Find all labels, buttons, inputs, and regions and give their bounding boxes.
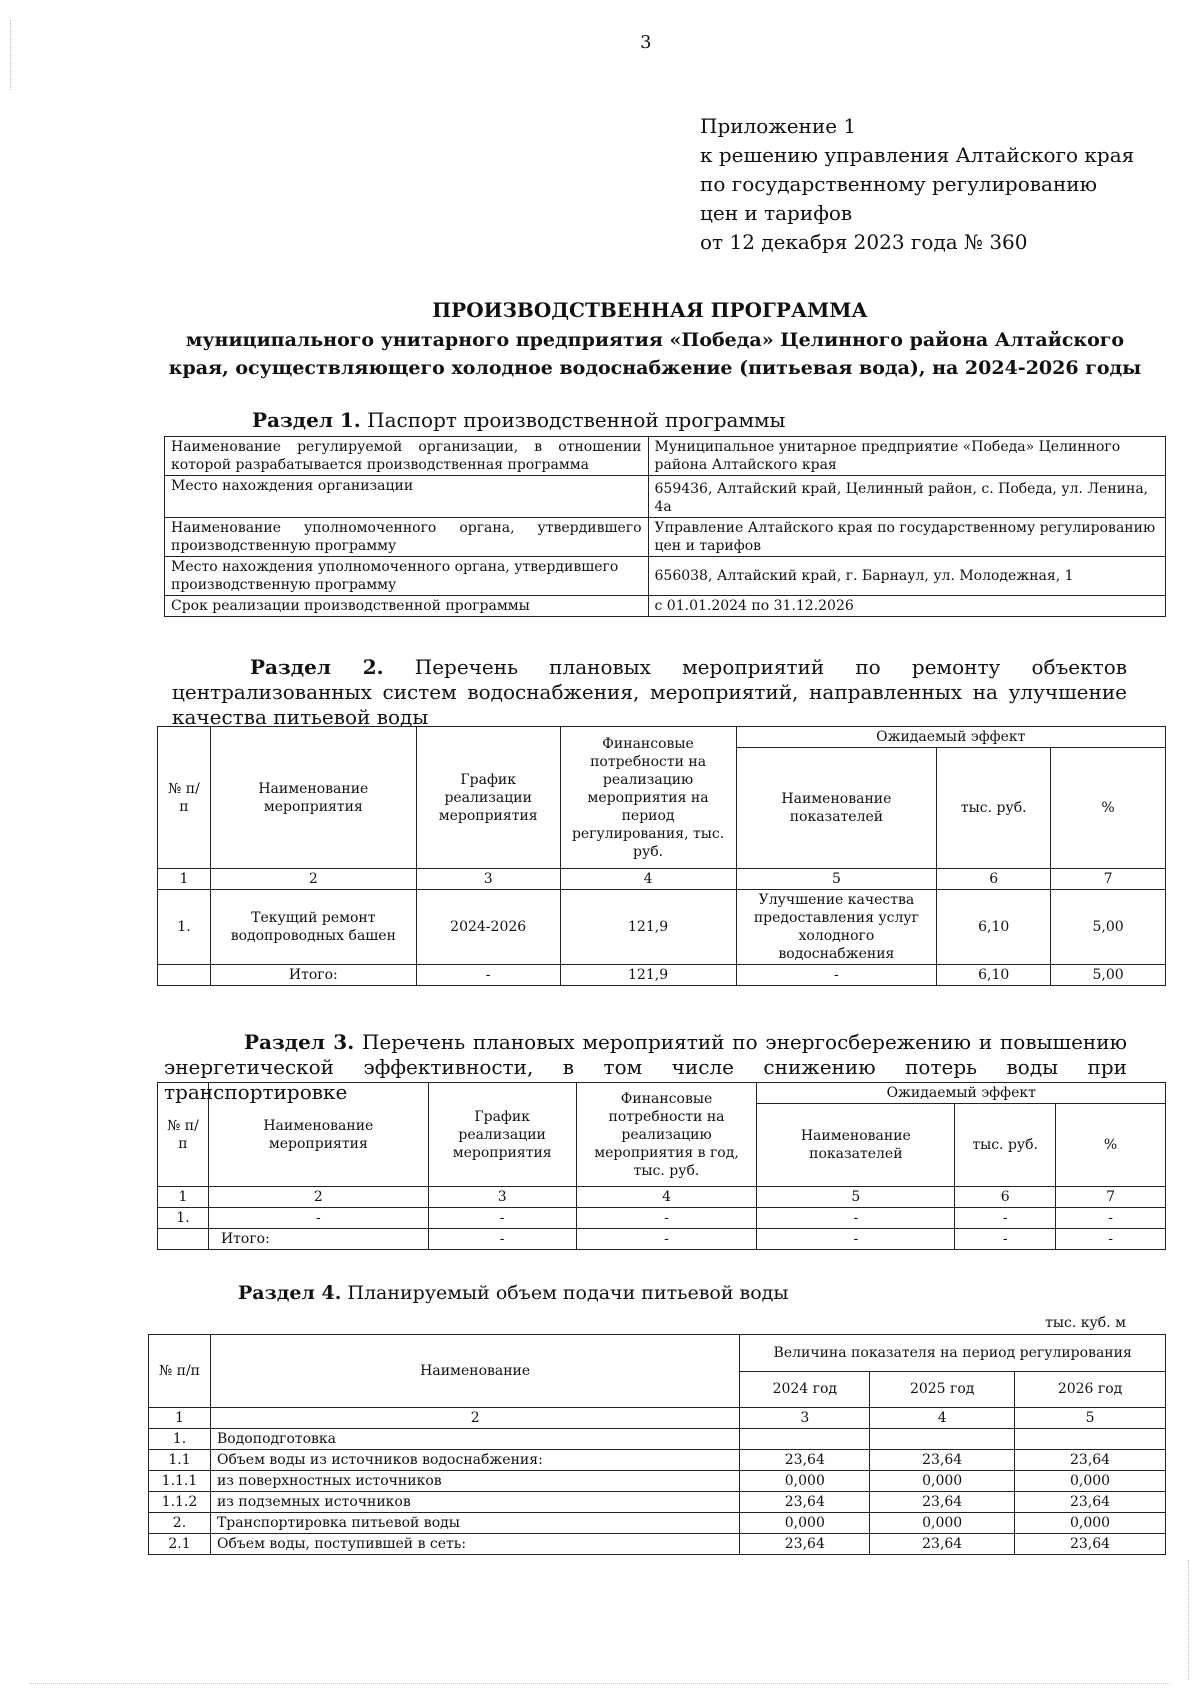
row-name: Транспортировка питьевой воды — [210, 1513, 739, 1534]
row-value: 0,000 — [1015, 1513, 1166, 1534]
col-number: 5 — [736, 869, 937, 890]
row-finance: 121,9 — [560, 890, 736, 965]
col-number: 4 — [560, 869, 736, 890]
section1-table — [164, 436, 1166, 617]
row-num: 1.1.1 — [149, 1471, 211, 1492]
row-name: Водоподготовка — [210, 1429, 739, 1450]
row-indicator: - — [757, 1208, 955, 1229]
row-value: 23,64 — [740, 1534, 870, 1555]
total-schedule: - — [428, 1229, 576, 1250]
col-number: 1 — [158, 869, 211, 890]
table-row — [158, 890, 1166, 965]
table-cell: Муниципальное унитарное предприятие «Победа» Целинного района Алтайского края — [648, 437, 1165, 476]
table-row — [149, 1513, 1166, 1534]
col-number: 2 — [210, 1408, 739, 1429]
header-rub: тыс. руб. — [937, 748, 1051, 869]
row-value: 23,64 — [870, 1450, 1015, 1471]
row-num: 1. — [158, 1208, 209, 1229]
header-schedule: График реализации мероприятия — [428, 1083, 576, 1187]
table-row — [149, 1450, 1166, 1471]
column-number-row — [158, 869, 1166, 890]
section2-table — [157, 726, 1166, 986]
total-row — [158, 965, 1166, 986]
section2-title: Перечень плановых мероприятий по ремонту объектов централизованных систем водоснабжения, мероприятий, направленных на улучшение качества питьевой воды — [172, 655, 1127, 729]
appendix-line: цен и тарифов — [700, 201, 853, 225]
table-cell: 659436, Алтайский край, Целинный район, с. Победа, ул. Ленина, 4а — [648, 476, 1165, 518]
table-row — [165, 437, 1166, 476]
row-num: 1. — [158, 890, 211, 965]
appendix-line: по государственному регулированию — [700, 172, 1098, 196]
table-cell: 656038, Алтайский край, г. Барнаул, ул. Молодежная, 1 — [648, 557, 1165, 596]
page-number: 3 — [640, 32, 652, 53]
col-number: 2 — [208, 1187, 428, 1208]
row-indicator: Улучшение качества предоставления услуг холодного водоснабжения — [736, 890, 937, 965]
total-row — [158, 1229, 1166, 1250]
header-year: 2026 год — [1015, 1371, 1166, 1408]
document-subtitle — [160, 326, 1150, 382]
header-period: Величина показателя на период регулирования — [740, 1335, 1166, 1372]
row-value — [870, 1429, 1015, 1450]
table-cell — [158, 1229, 209, 1250]
table-cell: Срок реализации производственной программы — [165, 596, 649, 617]
row-name: из поверхностных источников — [210, 1471, 739, 1492]
row-value: 0,000 — [870, 1513, 1015, 1534]
header-num: № п/п — [149, 1335, 211, 1408]
table-cell: с 01.01.2024 по 31.12.2026 — [648, 596, 1165, 617]
col-number: 1 — [158, 1187, 209, 1208]
table-row — [149, 1429, 1166, 1450]
col-number: 5 — [757, 1187, 955, 1208]
column-number-row — [149, 1408, 1166, 1429]
section1-label: Раздел 1. — [252, 408, 361, 432]
total-label: Итого: — [208, 1229, 428, 1250]
total-pct: - — [1056, 1229, 1166, 1250]
row-value: 23,64 — [1015, 1450, 1166, 1471]
appendix-line: от 12 декабря 2023 года № 360 — [700, 230, 1028, 254]
table-cell: Место нахождения уполномоченного органа, утвердившего производственную программу — [165, 557, 649, 596]
table-cell: Наименование уполномоченного органа, утвердившего производственную программу — [165, 518, 649, 557]
scan-artifact — [10, 20, 12, 90]
row-value: 0,000 — [1015, 1471, 1166, 1492]
section2-heading — [172, 655, 1127, 730]
subtitle-line: муниципального унитарного предприятия «Победа» Целинного района Алтайского — [185, 329, 1125, 351]
header-name: Наименование мероприятия — [208, 1083, 428, 1187]
total-indicator: - — [736, 965, 937, 986]
section4-heading — [238, 1282, 789, 1304]
table-cell: Управление Алтайского края по государственному регулированию цен и тарифов — [648, 518, 1165, 557]
table-cell — [158, 965, 211, 986]
header-year: 2025 год — [870, 1371, 1015, 1408]
table-row — [158, 1208, 1166, 1229]
section3-label: Раздел 3. — [244, 1030, 355, 1054]
subtitle-line: края, осуществляющего холодное водоснабжение (питьевая вода), на 2024-2026 годы — [168, 357, 1142, 379]
table-cell: Место нахождения организации — [165, 476, 649, 518]
row-value: 0,000 — [870, 1471, 1015, 1492]
appendix-line: к решению управления Алтайского края — [700, 143, 1135, 167]
row-finance: - — [576, 1208, 757, 1229]
total-rub: 6,10 — [937, 965, 1051, 986]
section4-label: Раздел 4. — [238, 1282, 342, 1304]
section1-heading — [252, 408, 785, 432]
header-finance: Финансовые потребности на реализацию мероприятия на период регулирования, тыс. руб. — [560, 727, 736, 869]
table-row — [165, 557, 1166, 596]
scan-artifact — [30, 1683, 1170, 1685]
table-cell: Наименование регулируемой организации, в отношении которой разрабатывается производственная программа — [165, 437, 649, 476]
table-row — [149, 1534, 1166, 1555]
table-header-row — [149, 1335, 1166, 1372]
appendix-block — [700, 112, 1134, 257]
row-value: 0,000 — [740, 1513, 870, 1534]
row-schedule: 2024-2026 — [416, 890, 560, 965]
header-indicator: Наименование показателей — [757, 1104, 955, 1187]
row-num: 1.1.2 — [149, 1492, 211, 1513]
row-value: 23,64 — [1015, 1534, 1166, 1555]
col-number: 7 — [1056, 1187, 1166, 1208]
row-name: Объем воды из источников водоснабжения: — [210, 1450, 739, 1471]
col-number: 3 — [428, 1187, 576, 1208]
row-schedule: - — [428, 1208, 576, 1229]
header-num: № п/п — [158, 727, 211, 869]
total-indicator: - — [757, 1229, 955, 1250]
row-rub: - — [955, 1208, 1056, 1229]
col-number: 2 — [210, 869, 416, 890]
total-finance: - — [576, 1229, 757, 1250]
col-number: 1 — [149, 1408, 211, 1429]
row-value — [1015, 1429, 1166, 1450]
total-label: Итого: — [210, 965, 416, 986]
row-value: 0,000 — [740, 1471, 870, 1492]
header-effect: Ожидаемый эффект — [736, 727, 1166, 748]
section4-table — [148, 1334, 1166, 1555]
header-name: Наименование — [210, 1335, 739, 1408]
col-number: 3 — [416, 869, 560, 890]
section4-title: Планируемый объем подачи питьевой воды — [347, 1282, 789, 1304]
table-row — [149, 1492, 1166, 1513]
row-pct: 5,00 — [1051, 890, 1166, 965]
header-pct: % — [1056, 1104, 1166, 1187]
header-schedule: График реализации мероприятия — [416, 727, 560, 869]
table-row — [149, 1471, 1166, 1492]
col-number: 5 — [1015, 1408, 1166, 1429]
header-finance: Финансовые потребности на реализацию мероприятия в год, тыс. руб. — [576, 1083, 757, 1187]
document-title: ПРОИЗВОДСТВЕННАЯ ПРОГРАММА — [432, 298, 868, 322]
table-row — [165, 476, 1166, 518]
table-row — [165, 596, 1166, 617]
row-value: 23,64 — [1015, 1492, 1166, 1513]
header-name: Наименование мероприятия — [210, 727, 416, 869]
col-number: 3 — [740, 1408, 870, 1429]
row-value: 23,64 — [870, 1492, 1015, 1513]
table-row — [165, 518, 1166, 557]
table-header-row — [158, 727, 1166, 748]
header-indicator: Наименование показателей — [736, 748, 937, 869]
header-rub: тыс. руб. — [955, 1104, 1056, 1187]
row-rub: 6,10 — [937, 890, 1051, 965]
section4-unit: тыс. куб. м — [1045, 1315, 1126, 1331]
section2-label: Раздел 2. — [250, 655, 384, 679]
row-name: из подземных источников — [210, 1492, 739, 1513]
appendix-line: Приложение 1 — [700, 114, 857, 138]
total-schedule: - — [416, 965, 560, 986]
row-name: - — [208, 1208, 428, 1229]
row-value — [740, 1429, 870, 1450]
total-finance: 121,9 — [560, 965, 736, 986]
col-number: 7 — [1051, 869, 1166, 890]
section1-title: Паспорт производственной программы — [367, 408, 786, 432]
section3-title: Перечень плановых мероприятий по энергосбережению и повышению энергетической эффективности, в том числе снижению потерь воды при транспортировке — [164, 1030, 1127, 1104]
scan-artifact — [1188, 1560, 1190, 1680]
row-num: 2.1 — [149, 1534, 211, 1555]
row-num: 1.1 — [149, 1450, 211, 1471]
row-pct: - — [1056, 1208, 1166, 1229]
header-num: № п/п — [158, 1083, 209, 1187]
row-name: Объем воды, поступившей в сеть: — [210, 1534, 739, 1555]
row-value: 23,64 — [740, 1492, 870, 1513]
row-name: Текущий ремонт водопроводных башен — [210, 890, 416, 965]
col-number: 6 — [937, 869, 1051, 890]
header-year: 2024 год — [740, 1371, 870, 1408]
row-value: 23,64 — [740, 1450, 870, 1471]
column-number-row — [158, 1187, 1166, 1208]
header-pct: % — [1051, 748, 1166, 869]
header-effect: Ожидаемый эффект — [757, 1083, 1166, 1104]
section3-table — [157, 1082, 1166, 1250]
col-number: 4 — [870, 1408, 1015, 1429]
total-rub: - — [955, 1229, 1056, 1250]
table-header-row — [158, 1083, 1166, 1104]
row-num: 2. — [149, 1513, 211, 1534]
row-num: 1. — [149, 1429, 211, 1450]
total-pct: 5,00 — [1051, 965, 1166, 986]
col-number: 4 — [576, 1187, 757, 1208]
col-number: 6 — [955, 1187, 1056, 1208]
row-value: 23,64 — [870, 1534, 1015, 1555]
